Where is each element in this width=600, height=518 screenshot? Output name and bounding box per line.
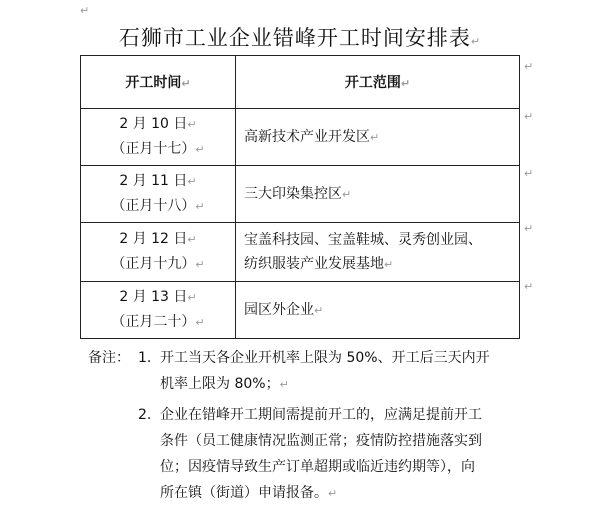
paragraph-mark: ↵	[187, 118, 197, 131]
paragraph-mark: ↵	[80, 4, 90, 17]
paragraph-mark: ↵	[279, 378, 289, 391]
scope-text: 三大印染集控区	[244, 185, 342, 202]
note-text	[160, 402, 528, 507]
lunar-date-text: （正月十七）	[111, 141, 196, 157]
paragraph-mark: ↵	[328, 487, 338, 500]
paragraph-mark: ↵	[181, 77, 191, 90]
paragraph-mark: ↵	[524, 280, 534, 293]
paragraph-mark: ↵	[400, 77, 411, 90]
paragraph-mark: ↵	[314, 303, 324, 317]
note-text	[160, 345, 528, 398]
date-text: 2 月 12 日	[119, 231, 188, 247]
note-line: 机率上限为 80%；	[160, 376, 280, 392]
notes-section	[88, 345, 528, 507]
header-time-label: 开工时间	[125, 75, 182, 91]
lunar-date-text: （正月二十）	[111, 314, 196, 330]
paragraph-mark: ↵	[524, 222, 534, 235]
header-time	[81, 56, 236, 109]
note-line: 条件（员工健康情况监测正常；疫情防控措施落实到	[160, 433, 482, 449]
notes-label: 备注：	[88, 350, 130, 366]
lunar-date-text: （正月十八）	[111, 198, 196, 214]
document-title	[0, 22, 600, 52]
paragraph-mark: ↵	[187, 291, 197, 304]
paragraph-mark: ↵	[524, 60, 534, 73]
paragraph-mark: ↵	[187, 175, 197, 188]
note-line: 企业在错峰开工期间需提前开工的，应满足提前开工	[160, 407, 482, 423]
paragraph-mark: ↵	[342, 187, 352, 201]
date-text: 2 月 11 日	[119, 173, 188, 189]
scope-text-line: 宝盖科技园、宝盖鞋城、灵秀创业园、	[244, 231, 482, 248]
title-text: 石狮市工业企业错峰开工时间安排表	[118, 26, 471, 50]
note-line: 位；因疫情导致生产订单超期或临近违约期等），向	[160, 459, 475, 475]
paragraph-mark: ↵	[195, 143, 205, 156]
paragraph-mark: ↵	[195, 200, 205, 213]
schedule-table	[80, 55, 520, 339]
note-item	[138, 402, 528, 507]
table-row	[81, 109, 520, 166]
scope-cell	[236, 109, 520, 166]
note-item	[88, 345, 528, 398]
note-line: 所在镇（街道）申请报备。	[160, 485, 328, 501]
paragraph-mark: ↵	[195, 258, 205, 271]
date-text: 2 月 13 日	[119, 289, 188, 305]
date-cell	[81, 282, 236, 339]
scope-text: 园区外企业	[244, 301, 314, 318]
paragraph-mark: ↵	[370, 130, 380, 144]
table-header-row	[81, 56, 520, 109]
date-text: 2 月 10 日	[119, 116, 188, 132]
lunar-date-text: （正月十九）	[111, 256, 196, 272]
paragraph-mark: ↵	[187, 233, 197, 246]
paragraph-mark: ↵	[524, 167, 534, 180]
scope-cell	[236, 223, 520, 282]
paragraph-mark: ↵	[195, 316, 205, 329]
scope-text-line: 纺织服装产业发展基地	[244, 255, 384, 272]
header-scope-label: 开工范围	[344, 75, 401, 91]
header-scope	[236, 56, 520, 109]
paragraph-mark: ↵	[524, 110, 534, 123]
date-cell	[81, 109, 236, 166]
scope-cell	[236, 166, 520, 223]
date-cell	[81, 223, 236, 282]
paragraph-mark: ↵	[384, 257, 394, 271]
table-row	[81, 166, 520, 223]
paragraph-mark: ↵	[470, 35, 482, 48]
note-line: 开工当天各企业开机率上限为 50%、开工后三天内开	[160, 350, 490, 366]
note-number: 1.	[138, 350, 152, 366]
note-number: 2.	[138, 407, 152, 423]
table-row	[81, 223, 520, 282]
table-row	[81, 282, 520, 339]
scope-text: 高新技术产业开发区	[244, 128, 370, 145]
date-cell	[81, 166, 236, 223]
scope-cell	[236, 282, 520, 339]
